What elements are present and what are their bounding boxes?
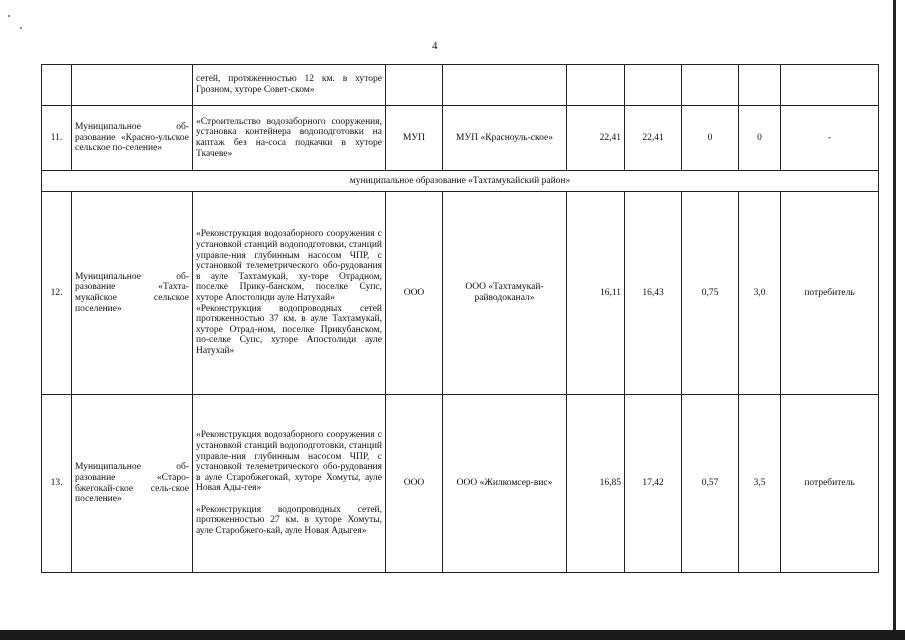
projects-table — [41, 64, 879, 573]
cell-value-5 — [781, 65, 879, 106]
cell-value-2: 17,42 — [625, 395, 682, 573]
cell-num — [42, 65, 72, 106]
scan-speck — [20, 27, 22, 29]
cell-value-4 — [739, 65, 781, 106]
cell-municipality: Муниципальное об-разование «Красно-ульское сельское по-селение» — [72, 106, 193, 171]
cell-value-3: 0,75 — [682, 192, 739, 395]
cell-value-5: потребитель — [781, 192, 879, 395]
cell-value-2 — [625, 65, 682, 106]
cell-organization: ООО «Жилкомсер-вис» — [443, 395, 567, 573]
section-header: муниципальное образование «Тахтамукайский район» — [42, 171, 879, 192]
cell-value-3: 0,57 — [682, 395, 739, 573]
page-number: 4 — [432, 40, 438, 52]
cell-value-4: 3,0 — [739, 192, 781, 395]
cell-value-1: 16,11 — [567, 192, 625, 395]
description-paragraph-2: «Реконструкция водопроводных сетей протяженностью 37 км. в ауле Тахтамукай, хуторе Отрад-ном, поселке Прикубанском, по-селке Супс, хуторе Апостолиди ауле Натухай» — [196, 303, 382, 356]
table-row — [42, 395, 879, 573]
cell-num: 11. — [42, 106, 72, 171]
cell-municipality: Муниципальное об-разование «Тахта-мукайское сельское поселение» — [72, 192, 193, 395]
description-paragraph-1: «Реконструкция водозаборного сооружения с установкой станций водоподготовки, станций управле-ния глубинным насосом ЧПР, с установкой телеметрического обо-рудования в ауле Старобжегокай, хуторе Хомуты, ауле Новая Ады-гея» — [196, 430, 382, 494]
section-header-row — [42, 171, 879, 192]
cell-form — [386, 65, 443, 106]
cell-form: МУП — [386, 106, 443, 171]
cell-value-5: - — [781, 106, 879, 171]
cell-value-2: 22,41 — [625, 106, 682, 171]
cell-description — [193, 192, 386, 395]
cell-organization — [443, 65, 567, 106]
table-row-continued — [42, 65, 879, 106]
table-row — [42, 106, 879, 171]
cell-description — [193, 395, 386, 573]
cell-description: «Строительство водозаборного сооружения, установка контейнера водоподготовки на каптаж без на-соса подкачки в хуторе Ткачеве» — [193, 106, 386, 171]
scan-edge-bottom — [0, 630, 905, 640]
cell-value-1: 16,85 — [567, 395, 625, 573]
cell-value-1: 22,41 — [567, 106, 625, 171]
cell-value-5: потребитель — [781, 395, 879, 573]
cell-description: сетей, протяженностью 12 км. в хуторе Грозном, хуторе Совет-ском» — [193, 65, 386, 106]
description-paragraph-2: «Реконструкция водопроводных сетей, протяженностью 27 км. в хуторе Хомуты, ауле Старобжего-кай, ауле Новая Адыгея» — [196, 504, 382, 537]
cell-value-4: 0 — [739, 106, 781, 171]
cell-form: ООО — [386, 192, 443, 395]
cell-organization: ООО «Тахтамукай-райводоканал» — [443, 192, 567, 395]
cell-value-2: 16,43 — [625, 192, 682, 395]
scan-edge-right — [893, 0, 896, 630]
description-paragraph-1: «Реконструкция водозаборного сооружения с установкой станций водоподготовки, станций управле-ния глубинным насосом ЧПР, с установкой телеметрического обо-рудования в ауле Тахтамукай, ху-торе Отрадном, поселке Прику-банском, поселке Супс, хуторе Апостолиди ауле Натухай» — [196, 229, 382, 303]
table-row — [42, 192, 879, 395]
scan-speck — [8, 15, 10, 17]
cell-num: 12. — [42, 192, 72, 395]
paragraph-gap — [196, 494, 382, 505]
cell-value-1 — [567, 65, 625, 106]
cell-value-3 — [682, 65, 739, 106]
cell-num: 13. — [42, 395, 72, 573]
cell-organization: МУП «Красноуль-ское» — [443, 106, 567, 171]
cell-municipality: Муниципальное об-разование «Старо-бжегокай-ское сель-ское поселение» — [72, 395, 193, 573]
cell-form: ООО — [386, 395, 443, 573]
cell-value-4: 3,5 — [739, 395, 781, 573]
cell-municipality — [72, 65, 193, 106]
cell-value-3: 0 — [682, 106, 739, 171]
